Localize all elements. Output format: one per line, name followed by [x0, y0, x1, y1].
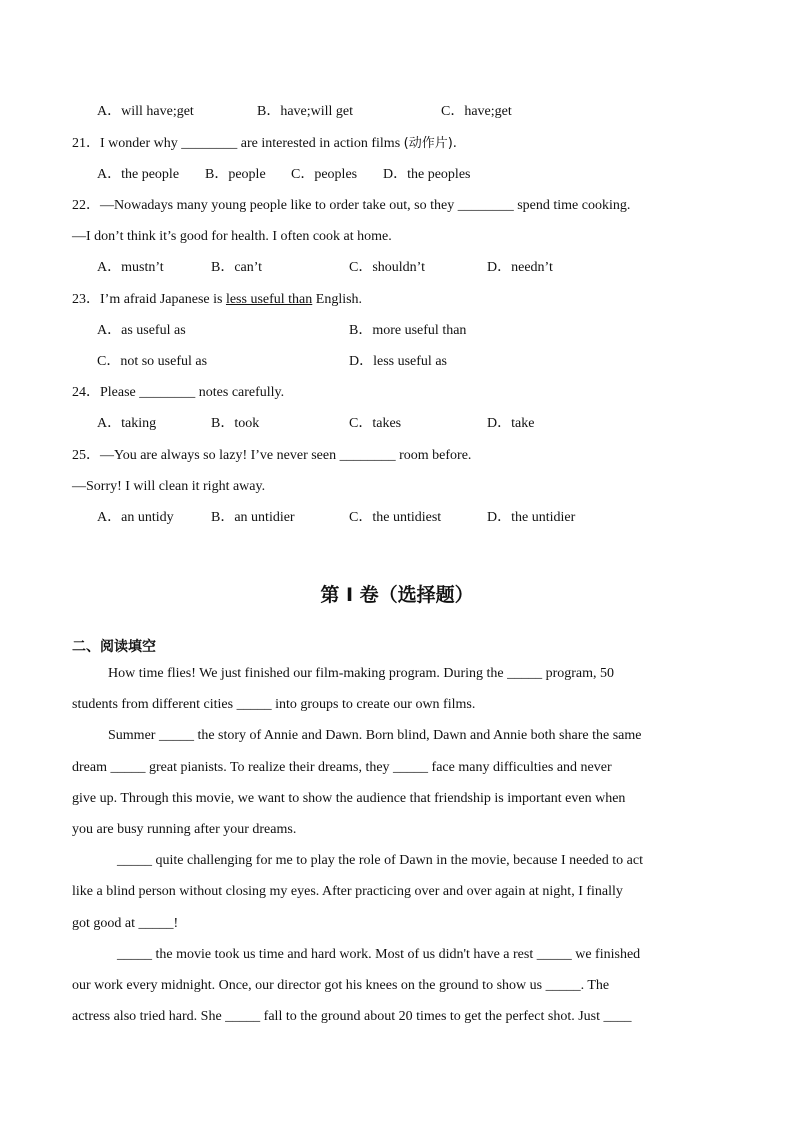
- q21-option-c[interactable]: C．peoples: [291, 167, 358, 182]
- q22-option-d[interactable]: D．needn’t: [487, 260, 553, 275]
- q21-option-b[interactable]: B．people: [205, 167, 266, 182]
- q22-option-c[interactable]: C．shouldn’t: [349, 260, 425, 275]
- passage-line: students from different cities _____ into groups to create our own films.: [72, 697, 476, 712]
- q23-stem-underlined: less useful than: [225, 292, 313, 307]
- q24-option-a[interactable]: A．taking: [97, 416, 157, 431]
- passage-line: got good at _____!: [72, 916, 179, 931]
- part-title: 第 I 卷（选择题）: [320, 584, 474, 606]
- q24-stem: 24．Please ________ notes carefully.: [72, 385, 285, 400]
- passage-line: How time flies! We just finished our film-making program. During the _____ program, 50: [108, 666, 615, 681]
- q22-option-a[interactable]: A．mustn’t: [97, 260, 164, 275]
- passage-line: like a blind person without closing my eyes. After practicing over and over again at night, I finally: [72, 884, 623, 899]
- q20-option-a[interactable]: A．will have;get: [97, 104, 194, 119]
- q23-option-c[interactable]: C．not so useful as: [97, 354, 208, 369]
- q23-stem-post: English.: [312, 292, 363, 307]
- q21-option-d[interactable]: D．the peoples: [383, 167, 471, 182]
- q25-stem: 25．—You are always so lazy! I’ve never seen ________ room before.: [72, 448, 472, 463]
- passage-line: dream _____ great pianists. To realize their dreams, they _____ face many difficulties and never: [72, 760, 612, 775]
- q23-option-b[interactable]: B．more useful than: [349, 323, 467, 338]
- q25-option-d[interactable]: D．the untidier: [487, 510, 576, 525]
- passage-line: our work every midnight. Once, our director got his knees on the ground to show us _____. The: [72, 978, 610, 993]
- passage-line: give up. Through this movie, we want to show the audience that friendship is important even when: [72, 791, 626, 806]
- q21-stem-text: 21．I wonder why ________ are interested in action films: [72, 136, 404, 151]
- q24-option-b[interactable]: B．took: [211, 416, 260, 431]
- q25-reply: —Sorry! I will clean it right away.: [72, 479, 266, 494]
- q25-option-b[interactable]: B．an untidier: [211, 510, 295, 525]
- q21-stem: [72, 135, 457, 153]
- q24-option-d[interactable]: D．take: [487, 416, 535, 431]
- passage-line: actress also tried hard. She _____ fall to the ground about 20 times to get the perfect shot. Just ____: [72, 1009, 632, 1024]
- q25-option-a[interactable]: A．an untidy: [97, 510, 174, 525]
- q22-option-b[interactable]: B．can’t: [211, 260, 263, 275]
- q20-option-c[interactable]: C．have;get: [441, 104, 512, 119]
- section-heading: 二、阅读填空: [72, 639, 156, 655]
- q21-option-a[interactable]: A．the people: [97, 167, 180, 182]
- q20-option-b[interactable]: B．have;will get: [257, 104, 354, 119]
- passage-line: _____ quite challenging for me to play the role of Dawn in the movie, because I needed to act: [117, 853, 643, 868]
- q23-stem: [72, 291, 362, 309]
- passage-line: you are busy running after your dreams.: [72, 822, 297, 837]
- passage-line: _____ the movie took us time and hard work. Most of us didn't have a rest _____ we finished: [117, 947, 641, 962]
- q22-stem: 22．—Nowadays many young people like to order take out, so they ________ spend time cooking.: [72, 198, 631, 213]
- q23-option-a[interactable]: A．as useful as: [97, 323, 186, 338]
- q24-option-c[interactable]: C．takes: [349, 416, 402, 431]
- q22-reply: —I don’t think it’s good for health. I often cook at home.: [72, 229, 392, 244]
- q21-stem-note: (动作片).: [403, 136, 457, 151]
- q25-option-c[interactable]: C．the untidiest: [349, 510, 442, 525]
- passage-line: Summer _____ the story of Annie and Dawn. Born blind, Dawn and Annie both share the same: [108, 728, 642, 743]
- q23-option-d[interactable]: D．less useful as: [349, 354, 447, 369]
- q23-stem-pre: 23．I’m afraid Japanese is: [72, 292, 226, 307]
